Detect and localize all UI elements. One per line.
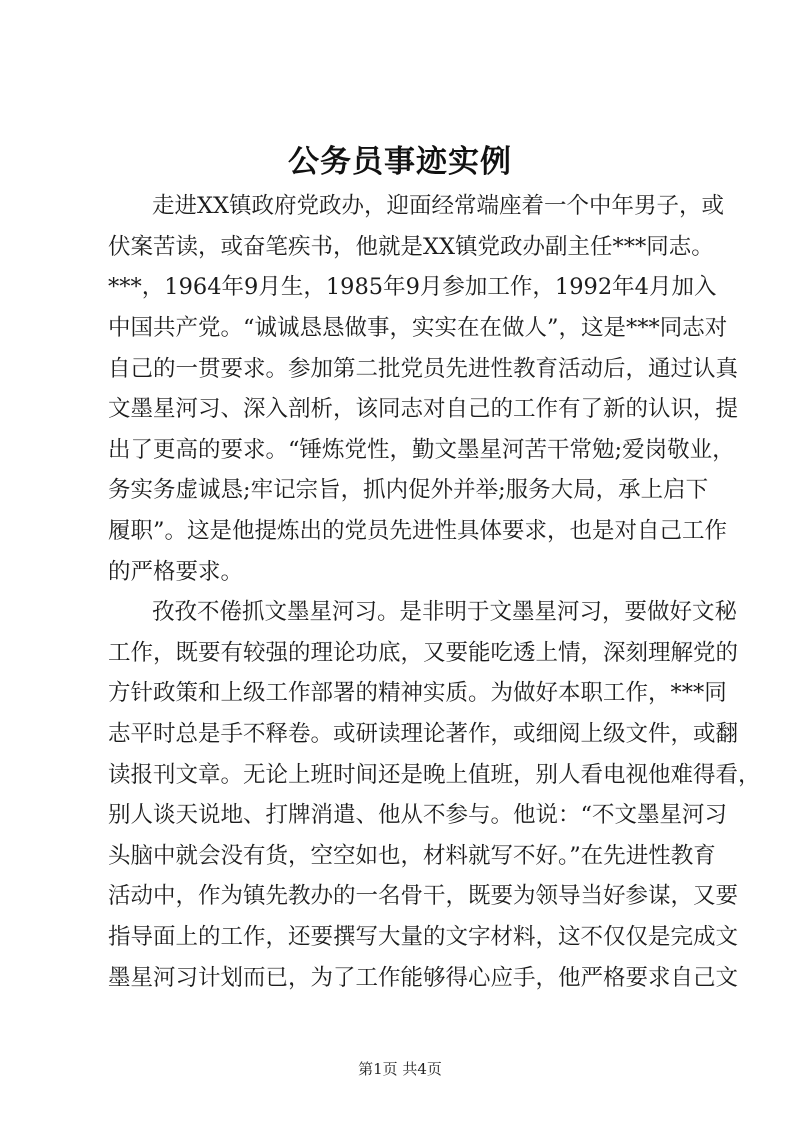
text-line: 孜孜不倦抓文墨星河习。是非明于文墨星河习，要做好文秘 (152, 599, 738, 625)
text-line: 务实务虚诚恳;牢记宗旨，抓内促外并举;服务大局，承上启下 (108, 477, 709, 503)
text-line: 的严格要求。 (108, 559, 244, 585)
text-line: 别人谈天说地、打牌消遣、他从不参与。他说：“不文墨星河习 (108, 802, 728, 828)
text-line: 指导面上的工作，还要撰写大量的文字材料，这不仅仅是完成文 (108, 924, 739, 950)
text-line: 履职”。这是他提炼出的党员先进性具体要求，也是对自己工作 (108, 518, 728, 544)
text-line: 中国共产党。“诚诚恳恳做事，实实在在做人”，这是***同志对 (108, 315, 728, 341)
text-line: 伏案苦读，或奋笔疾书，他就是XX镇党政办副主任***同志。 (108, 234, 714, 260)
text-line: 头脑中就会没有货，空空如也，材料就写不好。”在先进性教育 (108, 843, 716, 869)
text-line: 自己的一贯要求。参加第二批党员先进性教育活动后，通过认真 (108, 356, 739, 382)
text-line: 工作，既要有较强的理论功底，又要能吃透上情，深刻理解党的 (108, 640, 739, 666)
text-line: 墨星河习计划而已，为了工作能够得心应手，他严格要求自己文 (108, 965, 739, 991)
text-line: 方针政策和上级工作部署的精神实质。为做好本职工作，***同 (108, 680, 727, 706)
text-line: 活动中，作为镇先教办的一名骨干，既要为领导当好参谋，又要 (108, 883, 739, 909)
text-line: 出了更高的要求。“锤炼党性，勤文墨星河苦干常勉;爱岗敬业， (108, 437, 735, 463)
text-line: 文墨星河习、深入剖析，该同志对自己的工作有了新的认识，提 (108, 396, 739, 422)
text-line: 志平时总是手不释卷。或研读理论著作，或细阅上级文件，或翻 (108, 721, 739, 747)
text-line: 走进XX镇政府党政办，迎面经常端座着一个中年男子，或 (152, 193, 725, 219)
page-number-footer: 第1页 共4页 (358, 1060, 442, 1078)
text-line: ***，1964年9月生，1985年9月参加工作，1992年4月加入 (108, 274, 717, 300)
document-title: 公务员事迹实例 (288, 144, 512, 180)
text-line: 读报刊文章。无论上班时间还是晚上值班，别人看电视他难得看， (108, 762, 761, 788)
